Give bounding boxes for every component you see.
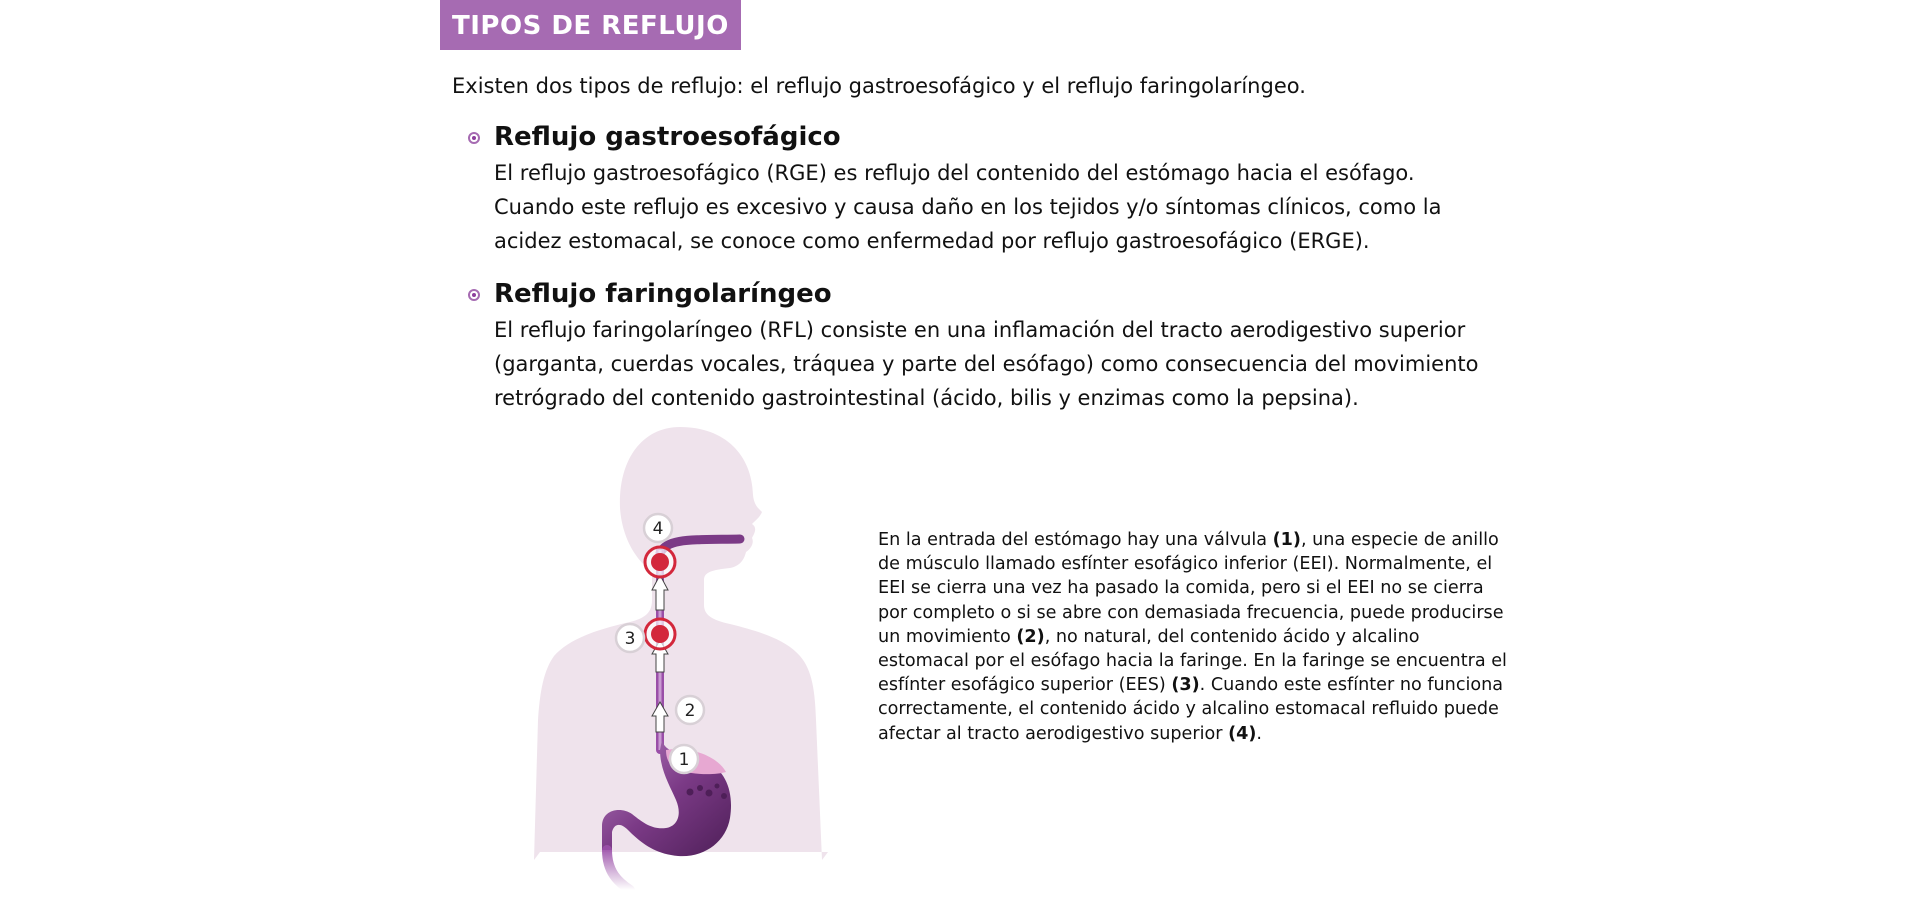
anatomy-svg [490,420,850,897]
mechanism-description [878,528,1510,746]
marker-3 [616,624,644,652]
section-paragraph: Cuando este reflujo es excesivo y causa daño en los tejidos y/o síntomas clínicos, como la acidez estomacal, se conoce como enfermedad por reflujo gastroesofágico (ERGE). [494,195,1442,253]
section-title: Reflujo gastroesofágico [494,122,841,152]
page-title: TIPOS DE REFLUJO [440,0,741,50]
intestine [607,850,630,890]
bullet-icon [468,289,480,301]
description-text: , no natural, del contenido ácido y alcalino estomacal por el esófago hacia la faringe. En la faringe se encuentra el esfínter esofágico superior (EES) [878,626,1507,696]
marker-label: 3 [624,629,636,649]
upper-pharynx-ring [644,546,676,578]
section-title: Reflujo faringolaríngeo [494,279,832,309]
description-reference: (2) [1016,626,1045,647]
acid-bubble [706,790,713,797]
marker-4 [644,514,672,542]
reflux-anatomy-illustration [490,420,850,897]
marker-label: 4 [652,519,664,539]
description-text: En la entrada del estómago hay una válvula [878,530,1273,550]
section-body [494,313,1504,415]
section-paragraph: El reflujo gastroesofágico (RGE) es reflujo del contenido del estómago hacia el esófago. [494,161,1415,185]
acid-bubble [687,789,694,796]
bullet-icon [468,132,480,144]
marker-label: 2 [684,701,696,721]
marker-label: 1 [678,750,690,770]
description-text: , una especie de anillo de músculo llamado esfínter esofágico inferior (EEI). Normalmente, el EEI se cierra una vez ha pasado la comida, pero si el EEI no se cierra por completo o si se abre con demasiada frecuencia, puede producirse un movimiento [878,530,1504,647]
acid-bubble [721,793,727,799]
marker-2 [676,696,704,724]
marker-1 [670,745,698,773]
intro-text: Existen dos tipos de reflujo: el reflujo gastroesofágico y el reflujo faringolaríngeo. [452,74,1306,98]
description-reference: (4) [1228,723,1257,744]
upper-sphincter-ring [644,618,676,650]
acid-bubble [715,784,720,789]
description-reference: (1) [1272,530,1301,550]
acid-bubble [697,785,703,791]
description-text: . [1256,723,1263,744]
description-reference: (3) [1171,675,1200,696]
section-body [494,156,1504,258]
description-text: . Cuando este esfínter no funciona correctamente, el contenido ácido y alcalino estomacal refluido puede afectar al tracto aerodigestivo superior [878,675,1504,744]
section-paragraph: El reflujo faringolaríngeo (RFL) consiste en una inflamación del tracto aerodigestivo superior (garganta, cuerdas vocales, tráquea y parte del esófago) como consecuencia del movimiento retrógrado del contenido gastrointestinal (ácido, bilis y enzimas como la pepsina). [494,318,1479,410]
